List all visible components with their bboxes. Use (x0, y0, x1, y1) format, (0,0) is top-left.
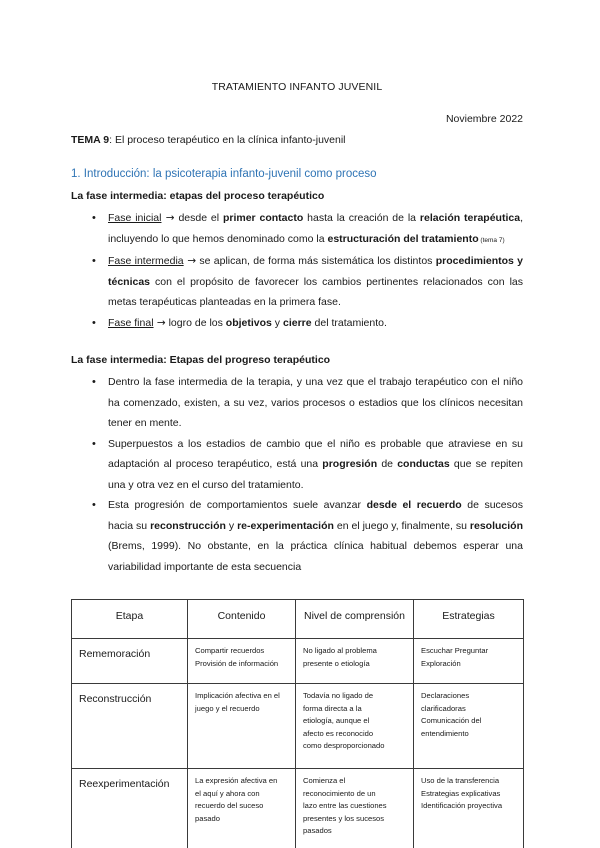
bullet-item (71, 372, 523, 434)
table-cell-etapa: Reexperimentación (72, 769, 188, 848)
table-cell-etapa: Rememoración (72, 639, 188, 684)
bullet-text-run: y (225, 519, 238, 532)
bullet-text-run: re-experimentación (237, 519, 334, 532)
bullet-item (71, 208, 523, 251)
bullet-item (71, 251, 523, 313)
table-header-row (72, 600, 524, 639)
bullet-text-run: conductas (397, 458, 450, 470)
tema-rest: : El proceso terapéutico en la clínica infanto-juvenil (109, 134, 346, 146)
stages-table (71, 599, 524, 848)
table-row (72, 684, 524, 769)
bullet-term: Fase inicial (108, 212, 162, 224)
bullet-text-run: (tema 7) (478, 236, 505, 244)
table-cell-nivel: No ligado al problema presente o etiología (296, 639, 414, 684)
subheading-block1: La fase intermedia: etapas del proceso terapéutico (71, 190, 325, 202)
bullet-text-run: que se repiten una y otra vez en el curso del tratamiento. (108, 458, 523, 491)
table-cell-estrategias: Declaraciones clarificadoras Comunicación del entendimiento (414, 684, 524, 769)
bullet-text-run: se aplican, de forma más sistemática los distintos (196, 255, 436, 267)
section-heading: 1. Introducción: la psicoterapia infanto-juvenil como proceso (71, 168, 377, 180)
bullet-text-run: con el propósito de favorecer los cambios pertinentes relacionados con las metas terapéuticas planteadas en la primera fase. (108, 275, 523, 308)
table-header-cell: Nivel de comprensión (296, 600, 414, 639)
bullet-text-run: de (377, 458, 398, 470)
bullet-text-run: desde el recuerdo (366, 499, 462, 511)
bullet-text-run: en el juego y, finalmente, su (333, 519, 470, 532)
bullet-text-run: de sucesos hacia su (108, 499, 523, 532)
document-content (71, 80, 523, 848)
bullet-text-run: Superpuestos a los estadios de cambio que el niño es probable que atraviese en su adaptación al proceso terapéutico, está una (108, 437, 523, 470)
table-header-cell: Estrategias (414, 600, 524, 639)
bullet-text-run: (Brems, 1999). No obstante, en la práctica clínica habitual debemos esperar una variabilidad importante de esta secuencia (108, 540, 523, 573)
document-title: TRATAMIENTO INFANTO JUVENIL (211, 81, 383, 93)
bullet-item (71, 495, 523, 577)
bullet-text-run: objetivos (225, 316, 272, 329)
arrow-icon: → (161, 212, 175, 224)
tema-label: TEMA 9 (71, 134, 110, 146)
bullet-term: Fase final (108, 316, 154, 329)
bullet-text-run: cierre (282, 316, 312, 329)
tema-line (71, 133, 523, 147)
bullet-text-run: y (271, 316, 283, 329)
bullet-text-run: primer contacto (222, 212, 304, 224)
arrow-icon: → (183, 255, 197, 267)
table-cell-contenido: Implicación afectiva en el juego y el recuerdo (188, 684, 296, 769)
bullet-item (71, 434, 523, 496)
table-cell-contenido: Compartir recuerdos Provisión de información (188, 639, 296, 684)
bullet-text-run: del tratamiento. (311, 316, 387, 329)
bullet-text-run: hasta la creación de la (303, 212, 420, 224)
table-header-cell: Etapa (72, 600, 188, 639)
bullet-text-run: procedimientos y técnicas (108, 255, 523, 288)
table-cell-contenido: La expresión afectiva en el aquí y ahora con recuerdo del suceso pasado (188, 769, 296, 848)
table-cell-etapa: Reconstrucción (72, 684, 188, 769)
bullet-text-run: Esta progresión de comportamientos suele avanzar (108, 499, 367, 511)
bullet-text-run: relación terapéutica (419, 212, 521, 224)
bullet-list-block2 (71, 372, 523, 577)
table-cell-estrategias: Escuchar Preguntar Exploración (414, 639, 524, 684)
table-head (72, 600, 524, 639)
bullet-text-run: Dentro la fase intermedia de la terapia, y una vez que el trabajo terapéutico con el niño ha comenzado, existen, a su vez, varios procesos o estadios que los clínicos necesitan tener en mente. (108, 376, 523, 429)
table-cell-nivel: Comienza el reconocimiento de un lazo entre las cuestiones presentes y los sucesos pasados (296, 769, 414, 848)
bullet-text-run: desde el (174, 212, 223, 224)
table-cell-estrategias: Uso de la transferencia Estrategias explicativas Identificación proyectiva (414, 769, 524, 848)
bullet-text-run: logro de los (165, 316, 226, 329)
arrow-icon: → (153, 316, 166, 329)
bullet-text-run: resolución (469, 519, 523, 532)
document-date: Noviembre 2022 (445, 113, 523, 125)
bullet-text-run: reconstrucción (150, 519, 226, 532)
bullet-item (71, 313, 523, 334)
bullet-text-run: progresión (322, 458, 378, 470)
table-header-cell: Contenido (188, 600, 296, 639)
bullet-text-run: estructuración del tratamiento (327, 232, 479, 245)
bullet-text-run: , incluyendo lo que hemos denominado como la (108, 212, 523, 245)
table-cell-nivel: Todavía no ligado de forma directa a la etiología, aunque el afecto es reconocido como desproporcionado (296, 684, 414, 769)
table-body (72, 639, 524, 848)
table-row (72, 639, 524, 684)
subheading-block2: La fase intermedia: Etapas del progreso terapéutico (71, 354, 331, 366)
table-row (72, 769, 524, 848)
bullet-term: Fase intermedia (108, 255, 184, 267)
bullet-list-block1 (71, 208, 523, 333)
